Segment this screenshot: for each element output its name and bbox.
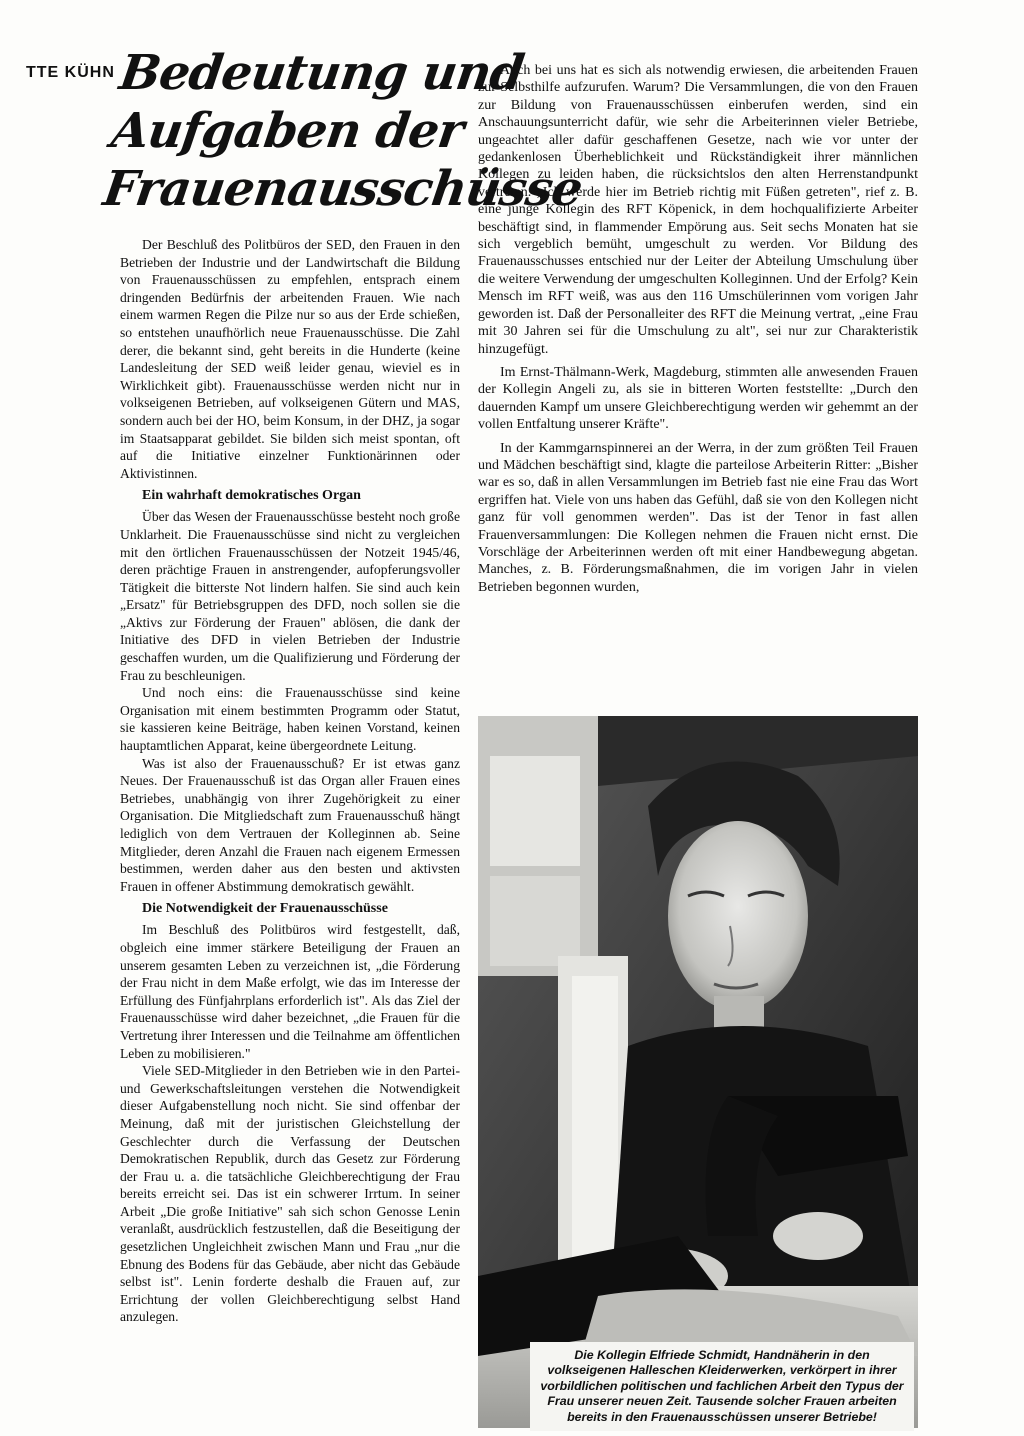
subheading: Die Notwendigkeit der Frauenausschüsse bbox=[142, 901, 388, 917]
paragraph: In der Kammgarnspinnerei an der Werra, in der zum größten Teil Frauen und Mädchen beschäftigt sind, klagte die parteilose Arbeiterin Ritter: „Bisher war es so, daß in allen Versammlungen im Betrieb fast nie eine Frau das Wort ergriffen hat. Viele von uns haben das Gefühl, daß sie von den Kollegen nicht ganz für voll genommen werden". Das ist der Tenor in fast allen Frauenversammlungen: Die Kollegen nehmen die Frauen nicht ernst. Die Vorschläge der Arbeiterinnen werden oft mit einer Handbewegung abgetan. Manches, z. B. Förderungsmaßnahmen, die im vorigen Jahr in vielen Betrieben begonnen wurden, bbox=[478, 440, 918, 595]
paragraph: Auch bei uns hat es sich als notwendig erwiesen, die arbeitenden Frauen zur Selbsthilfe aufzurufen. Warum? Die Versammlungen, die von den Frauen zur Bildung von Frauenausschüssen einberufen werden, sind ein Anschauungsunterricht dafür, wie sehr die Arbeiterinnen vieler Betriebe, ungeachtet aller dafür geschaffenen Gesetze, nach wie vor unter der gedankenlosen Überheblichkeit und Rückständigkeit ihrer männlichen Kollegen zu leiden haben, die rücksichtslos den alten Herrenstandpunkt vertreten. „Ich werde hier im Betrieb richtig mit Füßen getreten", rief z. B. eine junge Kollegin des RFT Köpenick, in dem hochqualifizierte Arbeiter beschäftigt sind, in flammender Empörung aus. Seit sechs Monaten hat sie sich vergeblich bemüht, umgeschult zu werden. Vor Bildung des Frauenausschusses entschied nur der Leiter der Abteilung Umschulung über die weitere Verwendung der umgeschulten Kolleginnen. Und der Erfolg? Kein Mensch im RFT weiß, was aus den 116 Umschülerinnen vom vorigen Jahr geworden ist. Daß der Personalleiter des RFT die Meinung vertrat, „eine Frau mit 30 Jahren sei für die Umschulung zu alt", sei nur zur Charakteristik hinzugefügt. bbox=[478, 63, 918, 357]
paragraph: Was ist also der Frauenausschuß? Er ist etwas ganz Neues. Der Frauenausschuß ist das Organ aller Frauen eines Betriebes, unabhängig von ihrer Zugehörigkeit zu einer Organisation. Die Mitgliedschaft zum Frauenausschuß hängt lediglich von dem Vertrauen der Kolleginnen ab. Seine Mitglieder, deren Anzahl die Frauen nach eigenem Ermessen bestimmen, werden daher aus den besten und aktivsten Frauen in offener Abstimmung demokratisch gewählt. bbox=[120, 755, 460, 894]
subheading: Ein wahrhaft demokratisches Organ bbox=[142, 488, 361, 504]
photo-caption: Die Kollegin Elfriede Schmidt, Handnäherin in den volkseigenen Halleschen Kleiderwerken, verkörpert in ihrer vorbildlichen politischen und fachlichen Arbeit den Typus der Frau unserer neuen Zeit. Tausende solcher Frauen arbeiten bereits in den Frauenausschüssen unserer Betriebe! bbox=[530, 1342, 914, 1431]
title-line-1: Bedeutung und bbox=[116, 45, 527, 101]
title-line-3: Frauenausschüsse bbox=[99, 161, 586, 217]
title-line-2: Aufgaben der bbox=[108, 103, 467, 159]
paragraph: Im Ernst-Thälmann-Werk, Magdeburg, stimmten alle anwesenden Frauen der Kollegin Angeli zu, als sie in bitteren Worten feststellte: „Durch den dauernden Kampf um unsere Gleichberechtigung werden wir gehemmt an der vollen Entfaltung unserer Kräfte". bbox=[478, 364, 918, 433]
photo-illustration bbox=[478, 716, 918, 1428]
paragraph: Über das Wesen der Frauenausschüsse besteht noch große Unklarheit. Die Frauenausschüsse sind nicht zu vergleichen mit den örtlichen Frauenausschüssen der Notzeit 1945/46, deren prächtige Frauen in anstrengender, aufopferungsvoller Tätigkeit die bitterste Not lindern halfen. Sie sind auch kein „Ersatz" für Betriebsgruppen des DFD, noch sollen sie die „Aktivs zur Förderung der Frauen" ablösen, die dank der Initiative des DFD in vielen Betrieben der Industrie geschaffen wurden, um die Qualifizierung und Förderung der Frau zu beschleunigen. bbox=[120, 509, 460, 683]
paragraph: Der Beschluß des Politbüros der SED, den Frauen in den Betrieben der Industrie und der Landwirtschaft die Bildung von Frauenausschüssen zu empfehlen, entsprach einem dringenden Bedürfnis der arbeitenden Frauen. Wie nach einem warmen Regen die Pilze nur so aus der Erde schießen, so entstehen unaufhörlich neue Frauenausschüsse. Die Zahl derer, die bekannt sind, geht bereits in die Hunderte (keine Landesleitung der SED weiß leider genau, wieviel es in Wirklichkeit gibt). Frauenausschüsse werden nicht nur in volkseigenen Betrieben, auf volkseigenen Gütern und MAS, sondern auch bei der HO, beim Konsum, in der DHZ, ja sogar im Staatsapparat gebildet. Sie bilden sich meist spontan, oft auf die Initiative einzelner Funktionärinnen oder Aktivistinnen. bbox=[120, 237, 460, 481]
paragraph: Und noch eins: die Frauenausschüsse sind keine Organisation mit einem bestimmten Programm oder Statut, sie kassieren keine Beiträge, haben keinen Vorstand, keinen hauptamtlichen Apparat, keine übergeordnete Leitung. bbox=[120, 685, 460, 754]
paragraph: Im Beschluß des Politbüros wird festgestellt, daß, obgleich eine immer stärkere Beteiligung der Frauen an unserem gesamten Leben zu verzeichnen ist, „die Förderung der Frau nicht in dem Maße erfolgt, wie das im Interesse der Erfüllung des Fünfjahrplans erforderlich ist". Als das Ziel der Frauenausschüsse wird daher bezeichnet, „die Frauen für die Vertretung ihrer Interessen und die Teilnahme am öffentlichen Leben zu mobilisieren." bbox=[120, 922, 460, 1061]
left-column bbox=[120, 236, 460, 1326]
author-name: TTE KÜHN bbox=[26, 64, 115, 81]
article-title bbox=[99, 44, 586, 218]
photo bbox=[478, 716, 918, 1428]
right-column bbox=[478, 62, 918, 596]
paragraph: Viele SED-Mitglieder in den Betrieben wie in den Partei- und Gewerkschaftsleitungen verstehen die Notwendigkeit dieser Aufgabenstellung noch nicht. Sie sind offenbar der Meinung, daß mit der juristischen Gleichstellung der Geschlechter durch die Verfassung der Deutschen Demokratischen Republik, durch das Gesetz zur Förderung der Frau u. a. die tatsächliche Gleichberechtigung der Frau bereits erreicht sei. Das ist ein schwerer Irrtum. In seiner Arbeit „Die große Initiative" sah sich schon Genosse Lenin veranlaßt, ausdrücklich festzustellen, daß die Beseitigung der gesetzlichen Ungleichheit zwischen Mann und Frau „nur die Ebnung des Bodens für das Gebäude, aber nicht das Gebäude selbst ist". Lenin forderte deshalb die Frauen auf, zur Errichtung der vollen Gleichberechtigung selbst Hand anzulegen. bbox=[120, 1063, 460, 1325]
